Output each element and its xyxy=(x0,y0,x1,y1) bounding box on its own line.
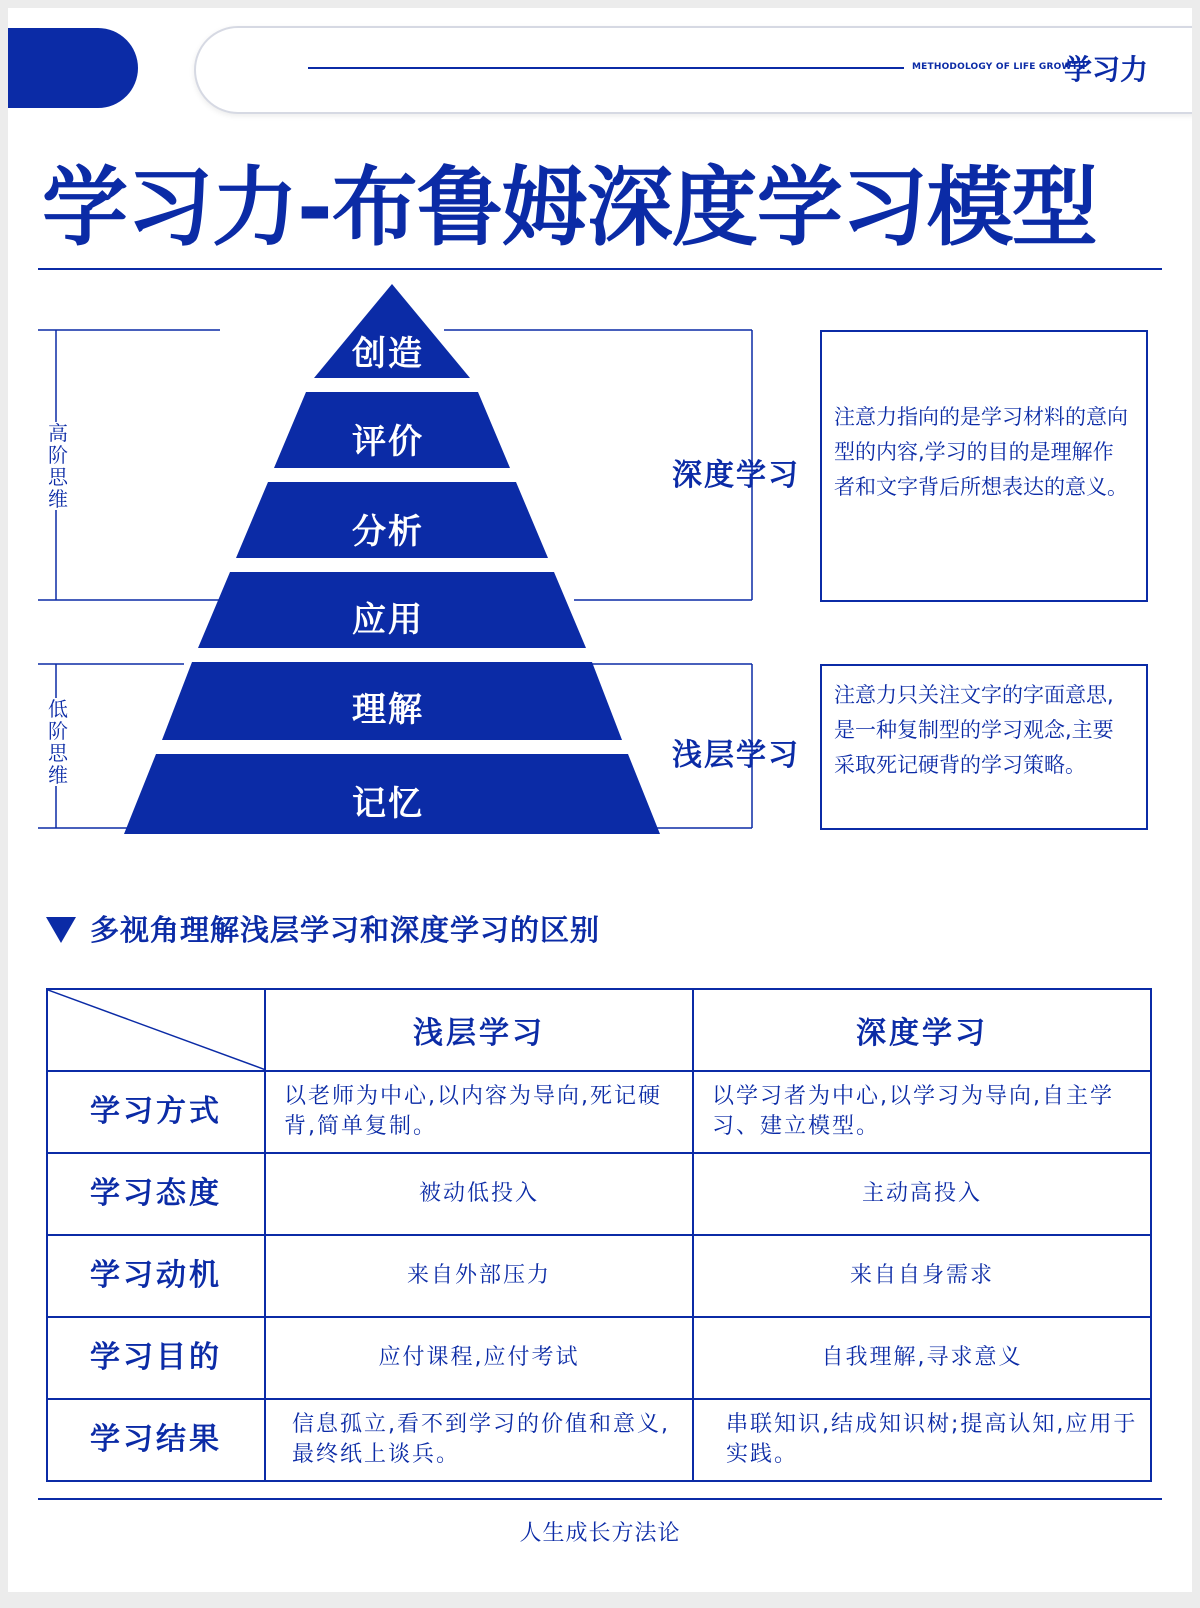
cell-shallow: 来自外部压力 xyxy=(265,1235,693,1317)
row-label: 学习动机 xyxy=(47,1235,265,1317)
column-header-deep: 深度学习 xyxy=(693,989,1151,1071)
footer-text: 人生成长方法论 xyxy=(519,1521,681,1546)
cell-shallow: 被动低投入 xyxy=(265,1153,693,1235)
down-triangle-icon xyxy=(46,917,76,943)
low-order-label: 低阶思维 xyxy=(48,697,68,787)
comparison-table xyxy=(46,988,1152,1482)
tier-label-remember: 记忆 xyxy=(352,784,424,824)
page-title: 学习力-布鲁姆深度学习模型 xyxy=(42,158,1097,258)
cell-shallow: 应付课程,应付考试 xyxy=(265,1317,693,1399)
header-subtitle: METHODOLOGY OF LIFE GROWTH xyxy=(912,62,1086,72)
cell-deep: 串联知识,结成知识树;提高认知,应用于实践。 xyxy=(693,1399,1151,1481)
column-header-shallow: 浅层学习 xyxy=(265,989,693,1071)
table-row xyxy=(47,1317,1151,1399)
row-label: 学习方式 xyxy=(47,1071,265,1153)
deep-learning-description: 注意力指向的是学习材料的意向型的内容,学习的目的是理解作者和文字背后所想表达的意义。 xyxy=(820,330,1148,602)
cell-deep: 以学习者为中心,以学习为导向,自主学习、建立模型。 xyxy=(693,1071,1151,1153)
tier-label-evaluate: 评价 xyxy=(352,422,424,462)
tier-label-analyze: 分析 xyxy=(352,512,424,552)
row-label: 学习目的 xyxy=(47,1317,265,1399)
deep-learning-label: 深度学习 xyxy=(672,458,800,493)
cell-deep: 主动高投入 xyxy=(693,1153,1151,1235)
header-brand: 学习力 xyxy=(1064,53,1149,86)
table-row xyxy=(47,1235,1151,1317)
cell-shallow: 信息孤立,看不到学习的价值和意义,最终纸上谈兵。 xyxy=(265,1399,693,1481)
table-row xyxy=(47,1153,1151,1235)
cell-shallow: 以老师为中心,以内容为导向,死记硬背,简单复制。 xyxy=(265,1071,693,1153)
cell-deep: 自我理解,寻求意义 xyxy=(693,1317,1151,1399)
tier-label-apply: 应用 xyxy=(352,600,424,640)
comparison-heading-text: 多视角理解浅层学习和深度学习的区别 xyxy=(90,913,601,947)
table-row xyxy=(47,1399,1151,1481)
shallow-learning-label: 浅层学习 xyxy=(672,738,800,773)
table-header-row xyxy=(47,989,1151,1071)
tier-label-create: 创造 xyxy=(352,334,424,374)
cell-deep: 来自自身需求 xyxy=(693,1235,1151,1317)
high-order-label: 高阶思维 xyxy=(48,421,68,511)
tier-label-understand: 理解 xyxy=(352,690,424,730)
footer-rule xyxy=(38,1498,1162,1500)
shallow-learning-description: 注意力只关注文字的字面意思,是一种复制型的学习观念,主要采取死记硬背的学习策略。 xyxy=(820,664,1148,830)
row-label: 学习结果 xyxy=(47,1399,265,1481)
diagonal-line xyxy=(48,990,266,1070)
comparison-heading xyxy=(46,908,600,949)
table-row xyxy=(47,1071,1151,1153)
table-corner-cell xyxy=(47,989,265,1071)
infographic-page xyxy=(8,8,1192,1592)
row-label: 学习态度 xyxy=(47,1153,265,1235)
